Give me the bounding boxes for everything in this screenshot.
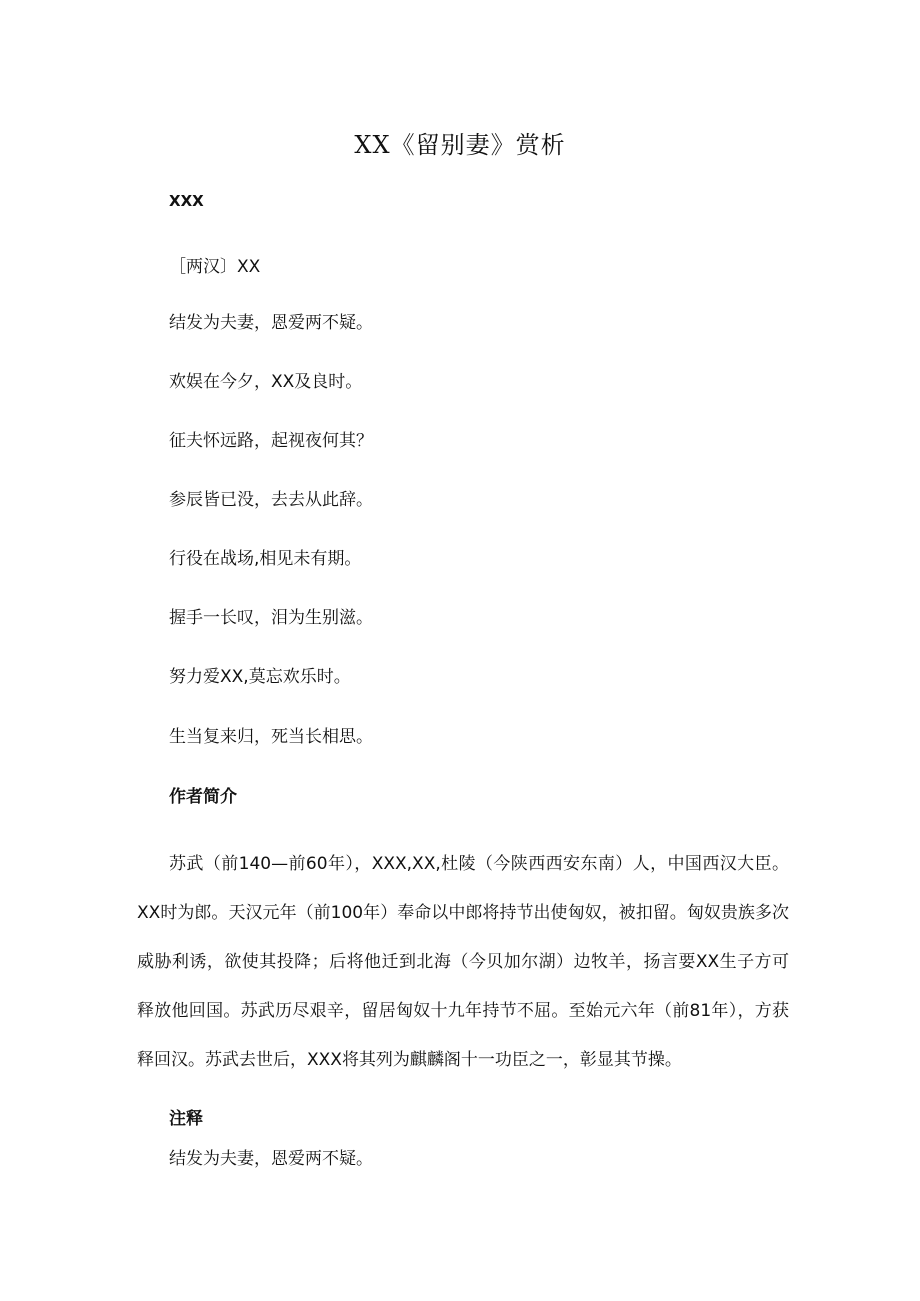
poem-line: 欢娱在今夕，XX及良时。 xyxy=(169,372,363,392)
poem-line: 参辰皆已没，去去从此辞。 xyxy=(169,490,373,510)
poem-line: 结发为夫妻，恩爱两不疑。 xyxy=(169,313,373,333)
poem-line: 行役在战场,相见未有期。 xyxy=(169,549,362,569)
author-name: XXX xyxy=(169,192,204,210)
notes-first-line: 结发为夫妻，恩爱两不疑。 xyxy=(169,1149,373,1169)
author-bio-paragraph: 苏武（前140—前60年），XXX,XX,杜陵（今陕西西安东南）人，中国西汉大臣。XX时为郎。天汉元年（前100年）奉命以中郎将持节出使匈奴，被扣留。匈奴贵族多次威胁利诱，欲使其投降；后将他迁到北海（今贝加尔湖）边牧羊，扬言要XX生子方可释放他回国。苏武历尽艰辛，留居匈奴十九年持节不屈。至始元六年（前81年），方获释回汉。苏武去世后，XXX将其列为麒麟阁十一功臣之一，彰显其节操。 xyxy=(137,854,789,1070)
poem-line: 握手一长叹，泪为生别滋。 xyxy=(169,608,373,628)
author-section-heading: 作者简介 xyxy=(169,787,237,807)
poem-line: 努力爱XX,莫忘欢乐时。 xyxy=(169,667,351,687)
poem-line: 征夫怀远路，起视夜何其？ xyxy=(169,431,373,451)
poem-line: 生当复来归，死当长相思。 xyxy=(169,727,373,747)
dynasty-line: ［两汉〕XX xyxy=(169,257,261,277)
notes-section-heading: 注释 xyxy=(169,1109,203,1129)
document-title: XX《留别妻》赏析 xyxy=(354,131,566,159)
